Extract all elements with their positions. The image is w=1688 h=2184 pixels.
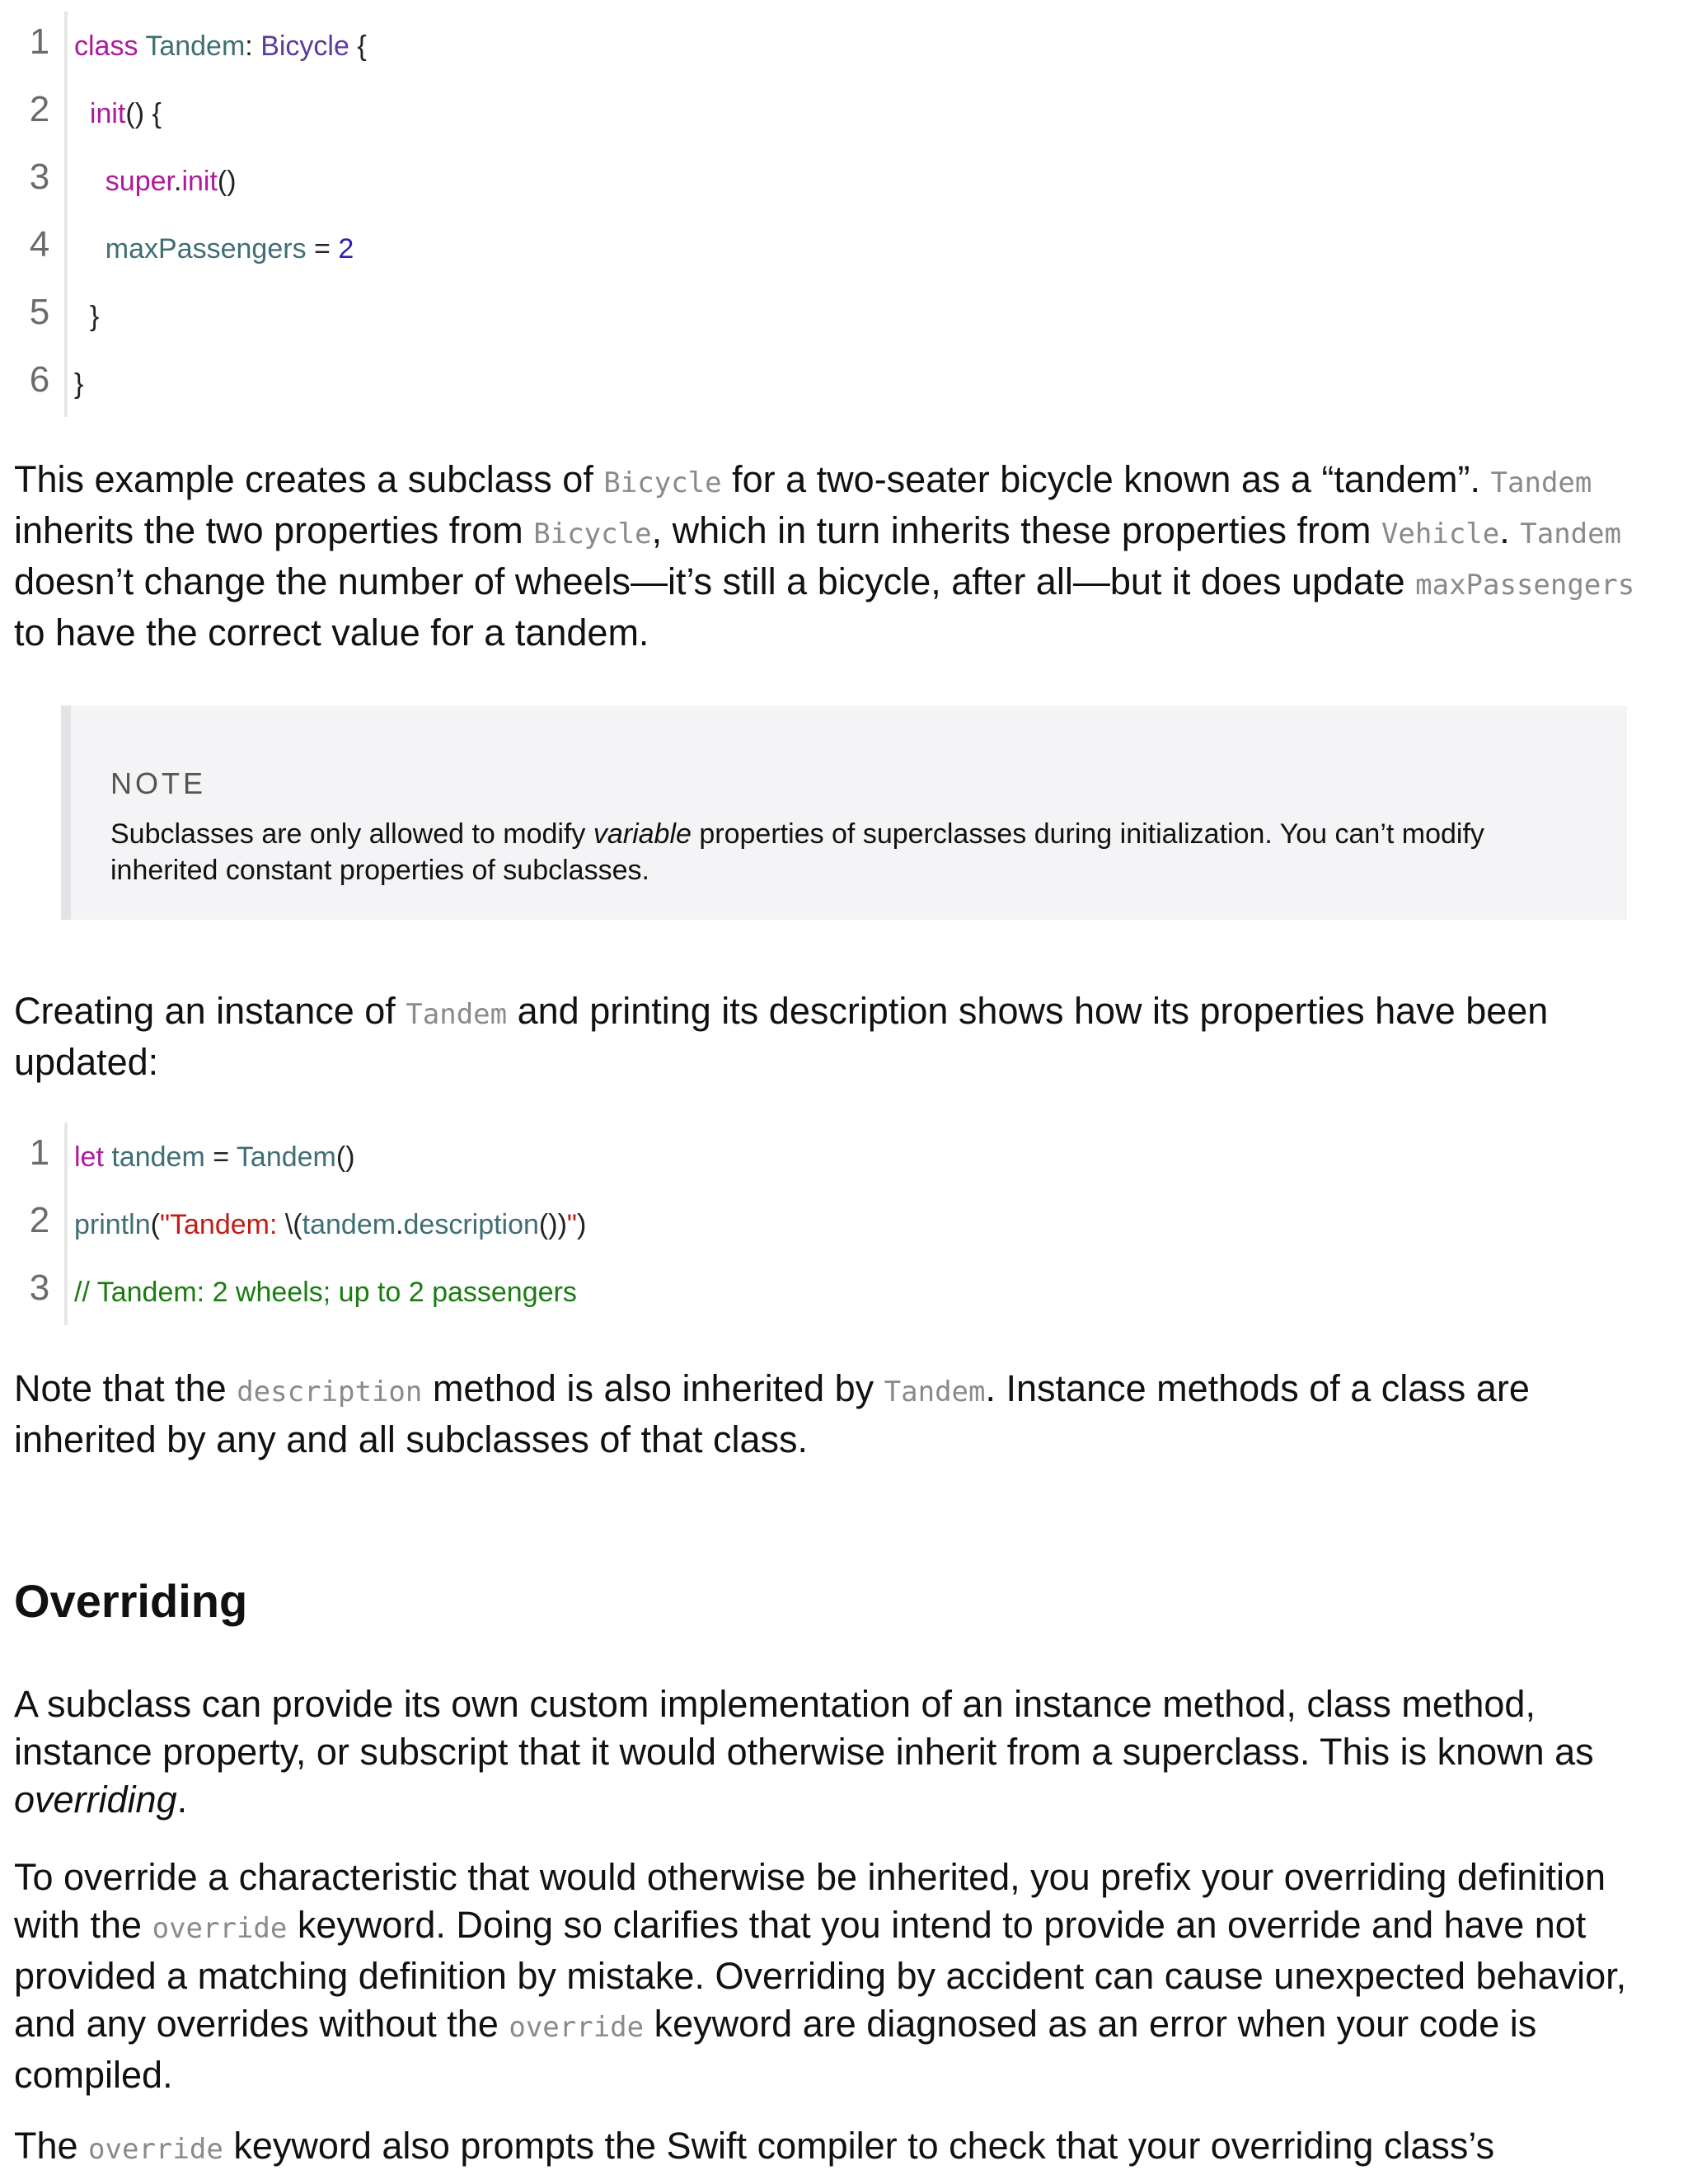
line-number: 4 xyxy=(29,224,50,265)
inline-code: Tandem xyxy=(1490,466,1592,499)
note-body: Subclasses are only allowed to modify variable properties of superclasses during initialization. You can’t modify inherited constant properties of subclasses. xyxy=(110,818,1484,886)
line-number: 3 xyxy=(29,157,50,197)
code-text: println("Tandem: \(tandem.description())") xyxy=(74,1209,587,1240)
inline-code: override xyxy=(152,1912,288,1945)
code-gutter xyxy=(64,12,68,417)
inline-code: Tandem xyxy=(406,998,508,1031)
inline-code: override xyxy=(509,2011,645,2044)
inline-code: Tandem xyxy=(1520,518,1622,551)
section-heading-overriding: Overriding xyxy=(14,1575,248,1627)
inline-code: Vehicle xyxy=(1381,518,1500,551)
line-number: 3 xyxy=(29,1268,50,1308)
paragraph-override-check: The override keyword also prompts the Swift compiler to check that your overriding class’s xyxy=(14,2125,1495,2167)
note-box xyxy=(61,705,1627,920)
paragraph-tandem-description: This example creates a subclass of Bicycle for a two-seater bicycle known as a “tandem”. Tandem inherits the two properties from Bicycle, which in turn inherits these properties from Vehicle. Tandem doesn’t change the number of wheels—it’s still a bicycle, after all—but it does update maxPassengers to have the correct value for a tandem. xyxy=(14,458,1635,654)
inline-code: Bicycle xyxy=(603,466,722,499)
code-text: init() { xyxy=(89,98,162,129)
code-text: super.init() xyxy=(105,166,237,197)
paragraph-creating-instance: Creating an instance of Tandem and printing its description shows how its properties have been updated: xyxy=(14,990,1549,1083)
code-text: class Tandem: Bicycle { xyxy=(74,30,367,62)
code-gutter xyxy=(64,1122,68,1325)
paragraph-overriding-intro: A subclass can provide its own custom implementation of an instance method, class method, instance property, or subscript that it would otherwise inherit from a superclass. This is known as overriding. xyxy=(14,1683,1594,1821)
line-number: 5 xyxy=(29,292,50,332)
code-text: } xyxy=(74,368,84,400)
inline-code: override xyxy=(88,2133,223,2166)
line-number: 1 xyxy=(29,1132,50,1173)
paragraph-description-inherited: Note that the description method is also inherited by Tandem. Instance methods of a class are inherited by any and all subclasses of that class. xyxy=(14,1367,1530,1460)
inline-code: Tandem xyxy=(884,1376,986,1408)
code-text: // Tandem: 2 wheels; up to 2 passengers xyxy=(74,1277,577,1308)
note-title: NOTE xyxy=(110,766,207,800)
paragraph-override-keyword: To override a characteristic that would otherwise be inherited, you prefix your overriding definition with the override keyword. Doing so clarifies that you intend to provide an override and have not provided a matching definition by mistake. Overriding by accident can cause unexpected behavior, and any overrides without the override keyword are diagnosed as an error when your code is compiled. xyxy=(14,1856,1627,2096)
code-text: maxPassengers = 2 xyxy=(105,233,354,265)
inline-code: Bicycle xyxy=(533,518,652,551)
inline-code: description xyxy=(237,1376,423,1408)
line-number: 1 xyxy=(29,21,50,62)
line-number: 6 xyxy=(29,359,50,400)
code-text: let tandem = Tandem() xyxy=(74,1141,355,1173)
line-number: 2 xyxy=(29,1200,50,1240)
line-number: 2 xyxy=(29,89,50,129)
code-text: } xyxy=(89,301,100,332)
inline-code: maxPassengers xyxy=(1415,569,1635,602)
